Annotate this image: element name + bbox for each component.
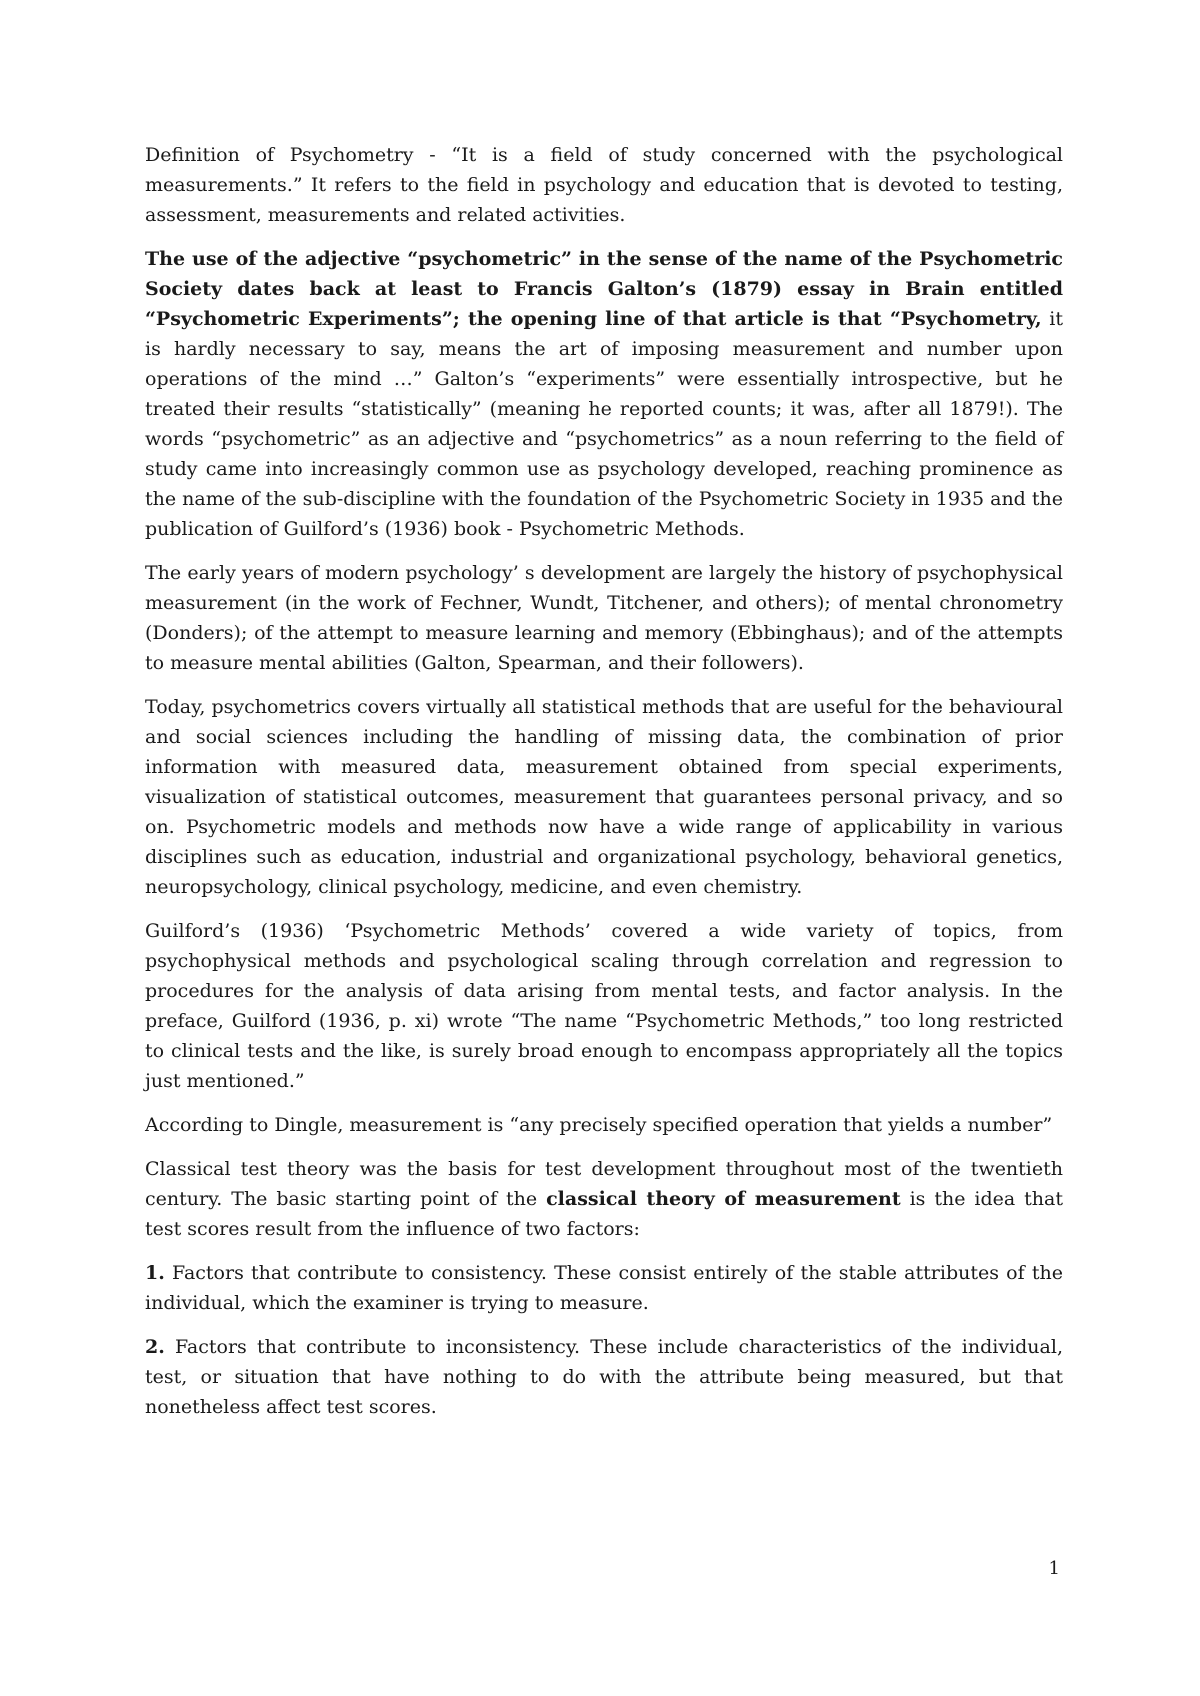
definition-text: Definition of Psychometry - “It is a field of study concerned with the psychological measurements.” It refers to the field in psychology and education that is devoted to testing, assessment, measurements and related activities. xyxy=(145,144,1063,226)
list-item-1-text: Factors that contribute to consistency. These consist entirely of the stable attributes of the individual, which the examiner is trying to measure. xyxy=(145,1262,1063,1314)
list-item-2-number: 2. xyxy=(145,1336,165,1358)
paragraph-today xyxy=(145,692,1063,902)
list-item-1 xyxy=(145,1258,1063,1318)
paragraph-classical xyxy=(145,1154,1063,1244)
list-item-2-text: Factors that contribute to inconsistency. These include characteristics of the individual, test, or situation that have nothing to do with the attribute being measured, but that nonetheless affect test scores. xyxy=(145,1336,1063,1418)
classical-text-before: Classical test theory was the basis for test development throughout most of the twentieth century. The basic starting point of the xyxy=(145,1158,1063,1210)
paragraph-dingle xyxy=(145,1110,1063,1140)
paragraph-early-years xyxy=(145,558,1063,678)
page-number: 1 xyxy=(1048,1558,1060,1579)
paragraph-definition xyxy=(145,140,1063,230)
paragraph-guilford xyxy=(145,916,1063,1096)
classical-text-after: is the idea that test scores result from the influence of two factors: xyxy=(145,1188,1063,1240)
list-item-1-number: 1. xyxy=(145,1262,165,1284)
history-bold-text: The use of the adjective “psychometric” in the sense of the name of the Psychometric Society dates back at least to Francis Galton’s (1879) essay in Brain entitled “Psychometric Experiments”; the opening line of that article is that “Psychometry, xyxy=(145,248,1063,330)
early-years-text: The early years of modern psychology’ s development are largely the history of psychophysical measurement (in the work of Fechner, Wundt, Titchener, and others); of mental chronometry (Donders); of the attempt to measure learning and memory (Ebbinghaus); and of the attempts to measure mental abilities (Galton, Spearman, and their followers). xyxy=(145,562,1063,674)
classical-bold-text: classical theory of measurement xyxy=(546,1188,901,1210)
list-item-2 xyxy=(145,1332,1063,1422)
document-body xyxy=(145,140,1063,1436)
history-text: it is hardly necessary to say, means the art of imposing measurement and number upon operations of the mind …” Galton’s “experiments” were essentially introspective, but he treated their results “statistically” (meaning he reported counts; it was, after all 1879!). The words “psychometric” as an adjective and “psychometrics” as a noun referring to the field of study came into increasingly common use as psychology developed, reaching prominence as the name of the sub-discipline with the foundation of the Psychometric Society in 1935 and the publication of Guilford’s (1936) book - Psychometric Methods. xyxy=(145,308,1064,540)
paragraph-history xyxy=(145,244,1063,544)
guilford-text: Guilford’s (1936) ‘Psychometric Methods’ covered a wide variety of topics, from psychophysical methods and psychological scaling through correlation and regression to procedures for the analysis of data arising from mental tests, and factor analysis. In the preface, Guilford (1936, p. xi) wrote “The name “Psychometric Methods,” too long restricted to clinical tests and the like, is surely broad enough to encompass appropriately all the topics just mentioned.” xyxy=(145,920,1063,1092)
dingle-text: According to Dingle, measurement is “any precisely specified operation that yields a number” xyxy=(145,1114,1053,1136)
today-text: Today, psychometrics covers virtually all statistical methods that are useful for the behavioural and social sciences including the handling of missing data, the combination of prior information with measured data, measurement obtained from special experiments, visualization of statistical outcomes, measurement that guarantees personal privacy, and so on. Psychometric models and methods now have a wide range of applicability in various disciplines such as education, industrial and organizational psychology, behavioral genetics, neuropsychology, clinical psychology, medicine, and even chemistry. xyxy=(145,696,1063,898)
